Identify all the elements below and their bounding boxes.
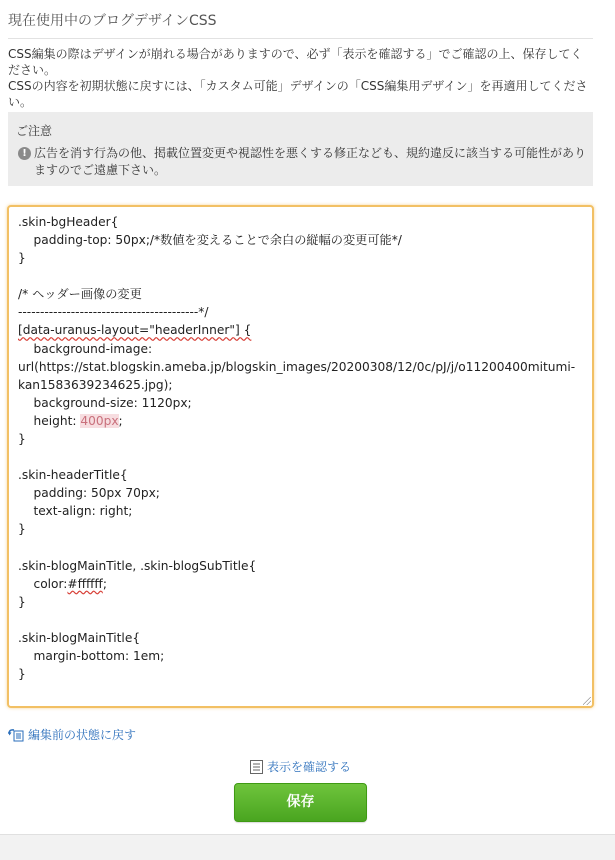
css-code[interactable] [9, 207, 592, 683]
code-line [18, 575, 582, 593]
css-editor-textarea[interactable] [7, 205, 594, 708]
code-line: } [18, 522, 26, 537]
code-line [18, 412, 582, 430]
code-line: .skin-headerTitle{ [18, 468, 128, 483]
code-line-text: height: 400px; [18, 413, 123, 428]
misspelled-value: #ffffff [67, 576, 103, 591]
code-line: padding-top: 50px;/*数値を変えることで余白の縦幅の変更可能*/ [18, 233, 402, 248]
description-line-1: CSS編集の際はデザインが崩れる場合がありますので、必ず「表示を確認する」でご確認の上、保存してください。 [8, 47, 583, 77]
code-line: .skin-blogMainTitle{ [18, 630, 141, 645]
code-line: .skin-bgHeader{ [18, 215, 119, 229]
code-line: padding: 50px 70px; [18, 486, 160, 501]
preview-link[interactable] [250, 758, 351, 775]
code-line [18, 321, 582, 339]
save-button[interactable]: 保存 [234, 783, 367, 822]
code-line: background-size: 1120px; [18, 395, 192, 410]
code-line [18, 539, 582, 557]
code-line [18, 611, 582, 629]
code-line-text: color:#ffffff; [18, 576, 107, 591]
code-line: .skin-blogMainTitle, .skin-blogSubTitle{ [18, 558, 257, 573]
code-line [18, 267, 582, 285]
code-line: /* ヘッダー画像の変更 [18, 287, 142, 302]
code-line: text-align: right; [18, 504, 133, 519]
code-line: } [18, 251, 26, 266]
code-line-text: [data-uranus-layout="headerInner"] { [18, 323, 252, 338]
preview-label[interactable]: 表示を確認する [267, 760, 352, 774]
notice-text: 広告を消す行為の他、掲載位置変更や視認性を悪くする修正なども、規約違反に該当する可能性がありますのでご遠慮下さい。 [34, 146, 587, 177]
code-line: -----------------------------------------*/ [18, 305, 209, 320]
notice-body [16, 145, 594, 179]
restore-link[interactable] [8, 726, 136, 743]
page-title: 現在使用中のブログデザインCSS [8, 10, 593, 39]
notice-box [8, 112, 593, 186]
description-line-2: CSSの内容を初期状態に戻すには、「カスタム可能」デザインの「CSS編集用デザイン」を再適用してください。 [8, 79, 588, 109]
restore-label[interactable]: 編集前の状態に戻す [28, 728, 137, 742]
code-line: margin-bottom: 1em; [18, 648, 165, 663]
restore-icon [8, 728, 24, 742]
highlighted-value: 400px [80, 413, 119, 428]
code-line: } [18, 432, 26, 447]
footer-bar [0, 834, 615, 860]
info-icon: ! [18, 147, 31, 160]
code-line [18, 448, 582, 466]
code-line: } [18, 594, 26, 609]
description [8, 46, 593, 110]
code-line: } [18, 666, 26, 681]
notice-title: ご注意 [16, 124, 53, 138]
document-icon [250, 760, 263, 774]
code-line: background-image: [18, 341, 153, 356]
code-line: url(https://stat.blogskin.ameba.jp/blogskin_images/20200308/12/0c/pJ/j/o11200400mitumi-kan1583639234625.jpg); [18, 359, 576, 392]
resize-handle[interactable] [583, 697, 591, 705]
